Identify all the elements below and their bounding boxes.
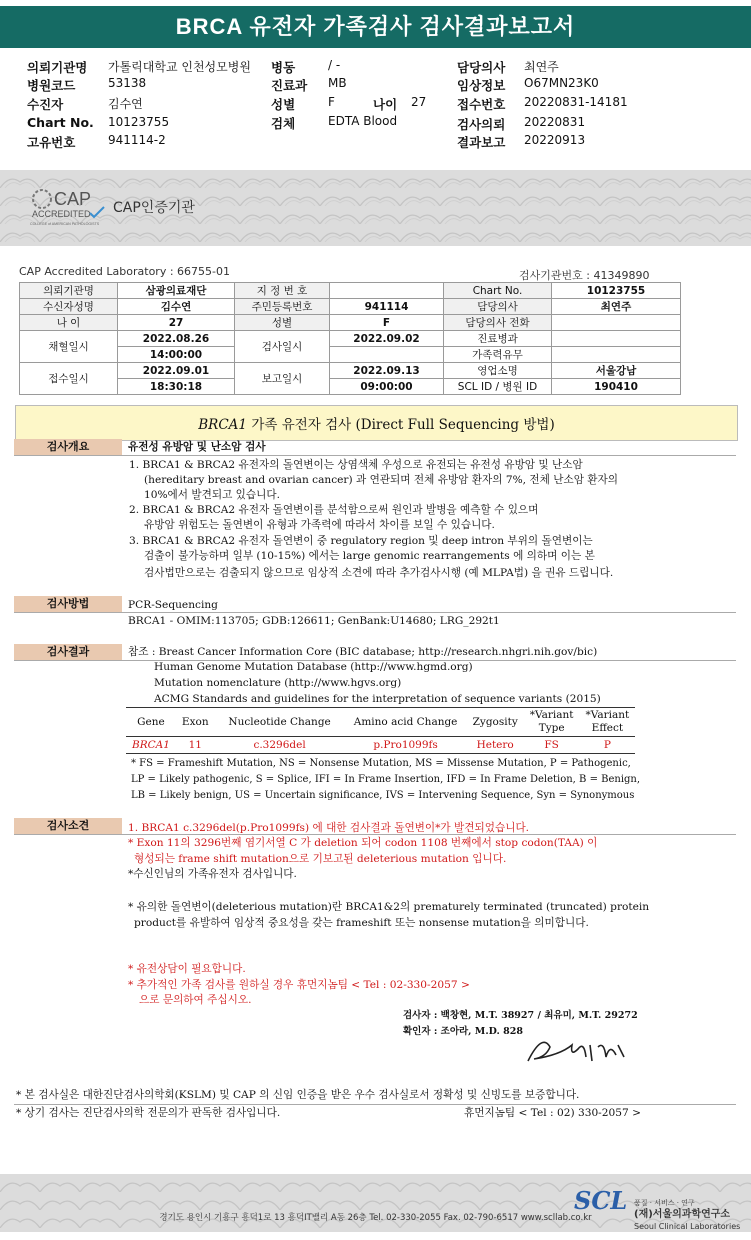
cell: 채혈일시 <box>20 331 118 363</box>
overview-line: 10%에서 발견되고 있습니다. <box>144 489 280 501</box>
value: 20220913 <box>524 133 586 147</box>
label: 결과보고 <box>457 135 506 150</box>
label: 접수번호 <box>457 97 506 112</box>
section-finding-head: 검사소견 <box>14 818 122 834</box>
cell <box>552 347 681 363</box>
section-result-head: 검사결과 <box>14 644 122 660</box>
value: 가톨릭대학교 인천성모병원 <box>108 60 251 74</box>
label: 나이 <box>373 97 398 112</box>
column-header: Amino acid Change <box>345 708 467 737</box>
column-header: *Variant Effect <box>580 708 636 737</box>
cell <box>330 347 444 363</box>
signature <box>520 1027 640 1069</box>
label: Chart No. <box>27 115 94 130</box>
footnote-line: * FS = Frameshift Mutation, NS = Nonsense Mutation, MS = Missense Mutation, P = Pathogenic, <box>131 758 631 769</box>
overview-line: 1. BRCA1 & BRCA2 유전자의 돌연변이는 상염색체 우성으로 유전되는 유전성 유방암 및 난소암 <box>129 459 583 471</box>
value: 27 <box>411 95 427 109</box>
cell: 2022.09.13 <box>330 363 444 379</box>
overview-line: 유방암 위험도는 돌연변이 유형과 가족력에 따라서 차이를 보일 수 있습니다. <box>144 519 495 531</box>
cell: 941114 <box>330 299 444 315</box>
tester-line: 검사자 : 백창현, M.T. 38927 / 최유미, M.T. 29272 <box>403 1010 638 1021</box>
label: 검체 <box>271 116 296 131</box>
test-banner <box>15 405 738 441</box>
value: 53138 <box>108 76 147 90</box>
cell: 14:00:00 <box>118 347 235 363</box>
cell: 27 <box>118 315 235 331</box>
value: F <box>328 95 335 109</box>
cell: BRCA1 <box>126 737 176 754</box>
cell: 2022.09.01 <box>118 363 235 379</box>
banner-gene: BRCA1 <box>198 417 248 433</box>
scl-name-en: Seoul Clinical Laboratories <box>634 1222 741 1231</box>
cap-logo-small: COLLEGE of AMERICAN PATHOLOGISTS <box>30 222 100 226</box>
overview-line: 3. BRCA1 & BRCA2 유전자 돌연변이 중 regulatory region 및 deep intron 부위의 돌연변이는 <box>129 535 593 547</box>
cap-lab-number: CAP Accredited Laboratory : 66755-01 <box>19 265 230 278</box>
cell <box>552 315 681 331</box>
label: 임상정보 <box>457 78 506 93</box>
overview-title: 유전성 유방암 및 난소암 검사 <box>128 441 266 453</box>
cell: P <box>580 737 636 754</box>
cell: 11 <box>176 737 215 754</box>
cell: 2022.08.26 <box>118 331 235 347</box>
value: O67MN23K0 <box>524 76 599 90</box>
column-header: Zygosity <box>467 708 524 737</box>
reference-line: ACMG Standards and guidelines for the interpretation of sequence variants (2015) <box>154 693 601 705</box>
footnote-line: LB = Likely benign, US = Uncertain significance, IVS = Intervening Sequence, Syn = Synonymous <box>131 790 635 801</box>
cell: 09:00:00 <box>330 379 444 395</box>
cell: 가족력유무 <box>444 347 552 363</box>
label: 병원코드 <box>27 78 76 93</box>
divider <box>14 455 736 456</box>
cap-logo <box>30 183 110 227</box>
value: 20220831-14181 <box>524 95 628 109</box>
reference-line: Human Genome Mutation Database (http://www.hgmd.org) <box>154 661 473 673</box>
cell: 18:30:18 <box>118 379 235 395</box>
value: 20220831 <box>524 115 586 129</box>
banner-text: 가족 유전자 검사 (Direct Full Sequencing 방법) <box>247 417 555 433</box>
finding-line: 형성되는 frame shift mutation으로 기보고된 deleterious mutation 입니다. <box>134 853 507 865</box>
cell: FS <box>524 737 580 754</box>
cell: c.3296del <box>215 737 345 754</box>
report-title: BRCA 유전자 가족검사 검사결과보고서 <box>0 6 751 48</box>
finding-line: 으로 문의하여 주십시오. <box>139 994 252 1006</box>
cell: F <box>330 315 444 331</box>
overview-line: 2. BRCA1 & BRCA2 유전자 돌연변이를 분석함으로써 원인과 발병을 예측할 수 있으며 <box>129 504 539 516</box>
contact-note: 휴먼지놈팀 < Tel : 02) 330-2057 > <box>464 1107 641 1119</box>
cap-logo-sub: ACCREDITED <box>32 209 91 219</box>
cap-title: CAP인증기관 <box>113 200 195 216</box>
cell: 2022.09.02 <box>330 331 444 347</box>
method-line: BRCA1 - OMIM:113705; GDB:126611; GenBank:U14680; LRG_292t1 <box>128 615 500 627</box>
cell: 담당의사 전화 <box>444 315 552 331</box>
divider <box>14 1104 736 1105</box>
cell: Hetero <box>467 737 524 754</box>
label: 성별 <box>271 97 296 112</box>
scl-name-ko: (재)서울의과학연구소 <box>634 1209 731 1220</box>
scl-tagline: 품질 · 서비스 · 연구 <box>634 1199 695 1207</box>
cell: 주민등록번호 <box>235 299 330 315</box>
certification-note: * 본 검사실은 대한진단검사의학회(KSLM) 및 CAP 의 신임 인증을 받은 우수 검사실로서 정확성 및 신빙도를 보증합니다. <box>16 1089 580 1101</box>
patient-info-table <box>19 282 681 395</box>
value: 10123755 <box>108 115 170 129</box>
cell: 삼광의료재단 <box>118 283 235 299</box>
value: / - <box>328 58 341 72</box>
cell: 나 이 <box>20 315 118 331</box>
label: 고유번호 <box>27 135 76 150</box>
value: 김수연 <box>108 97 143 111</box>
finding-line: *수신인님의 가족유전자 검사입니다. <box>128 868 297 880</box>
cell: 의뢰기관명 <box>20 283 118 299</box>
cell: 접수일시 <box>20 363 118 395</box>
footnote-line: LP = Likely pathogenic, S = Splice, IFI = In Frame Insertion, IFD = In Frame Deletion, B = Benign, <box>131 774 641 785</box>
cell: Chart No. <box>444 283 552 299</box>
cell: SCL ID / 병원 ID <box>444 379 552 395</box>
scl-address: 경기도 용인시 기흥구 흥덕1로 13 흥덕IT밸리 A동 26층 Tel. 02-330-2055 Fax. 02-790-6517 www.scllab.co.kr <box>159 1213 592 1223</box>
cell <box>552 331 681 347</box>
value: 941114-2 <box>108 133 166 147</box>
cell: 최연주 <box>552 299 681 315</box>
column-header: Gene <box>126 708 176 737</box>
overview-line: 검출이 불가능하며 일부 (10-15%) 에서는 large genomic rearrangements 에 의하며 이는 본 <box>144 550 595 562</box>
overview-line: 검사법만으로는 검출되지 않으므로 임상적 소견에 따라 추가검사시행 (예 MLPA법) 을 권유 드립니다. <box>144 567 614 579</box>
cell: 지 정 번 호 <box>235 283 330 299</box>
column-header: *Variant Type <box>524 708 580 737</box>
finding-line: * Exon 11의 3296번째 염기서열 C 가 deletion 되어 codon 1108 번째에서 stop codon(TAA) 이 <box>128 837 598 849</box>
section-overview-head: 검사개요 <box>14 439 122 455</box>
label: 담당의사 <box>457 60 506 75</box>
label: 수진자 <box>27 97 64 112</box>
label: 검사의뢰 <box>457 117 506 132</box>
cell: 성별 <box>235 315 330 331</box>
finding-line: * 추가적인 가족 검사를 원하실 경우 휴먼지놈팀 < Tel : 02-330-2057 > <box>128 979 470 991</box>
cell: 수신자성명 <box>20 299 118 315</box>
cell: 김수연 <box>118 299 235 315</box>
label: 의뢰기관명 <box>27 60 88 75</box>
cell: 검사일시 <box>235 331 330 363</box>
value: 최연주 <box>524 60 559 74</box>
variant-row <box>126 737 635 754</box>
reference-line: Mutation nomenclature (http://www.hgvs.org) <box>154 677 402 689</box>
cell: 담당의사 <box>444 299 552 315</box>
reference-line: 참조 : Breast Cancer Information Core (BIC database; http://research.nhgri.nih.gov/bic) <box>128 646 598 658</box>
finding-line: 1. BRCA1 c.3296del(p.Pro1099fs) 에 대한 검사결과 돌연변이*가 발견되었습니다. <box>128 822 530 834</box>
column-header: Nucleotide Change <box>215 708 345 737</box>
overview-line: (hereditary breast and ovarian cancer) 과 연관되며 전체 유방암 환자의 7%, 전체 난소암 환자의 <box>144 474 618 486</box>
cell <box>330 283 444 299</box>
finding-line: product를 유발하여 임상적 중요성을 갖는 frameshift 또는 nonsense mutation을 의미합니다. <box>134 917 589 929</box>
label: 진료과 <box>271 78 308 93</box>
reviewer-note: * 상기 검사는 진단검사의학 전문의가 판독한 검사입니다. <box>16 1107 281 1119</box>
lab-request-number: 검사기관번호 : 41349890 <box>519 269 650 282</box>
cell: 190410 <box>552 379 681 395</box>
finding-line: * 유의한 돌연변이(deleterious mutation)란 BRCA1&2의 prematurely terminated (truncated) protein <box>128 901 650 913</box>
cell: 서울강남 <box>552 363 681 379</box>
column-header: Exon <box>176 708 215 737</box>
section-method-head: 검사방법 <box>14 596 122 612</box>
value: MB <box>328 76 347 90</box>
scl-logo-text: SCL <box>574 1186 628 1215</box>
confirmer-line: 확인자 : 조아라, M.D. 828 <box>403 1026 523 1037</box>
check-icon <box>90 207 104 217</box>
cell: p.Pro1099fs <box>345 737 467 754</box>
cell: 보고일시 <box>235 363 330 395</box>
divider <box>14 612 736 613</box>
finding-line: * 유전상담이 필요합니다. <box>128 963 246 975</box>
label: 병동 <box>271 60 296 75</box>
cap-logo-text: CAP <box>54 189 92 209</box>
value: EDTA Blood <box>328 114 398 128</box>
method-line: PCR-Sequencing <box>128 599 218 611</box>
cell: 진료병과 <box>444 331 552 347</box>
cell: 10123755 <box>552 283 681 299</box>
variant-table <box>126 707 635 754</box>
cell: 영업소명 <box>444 363 552 379</box>
